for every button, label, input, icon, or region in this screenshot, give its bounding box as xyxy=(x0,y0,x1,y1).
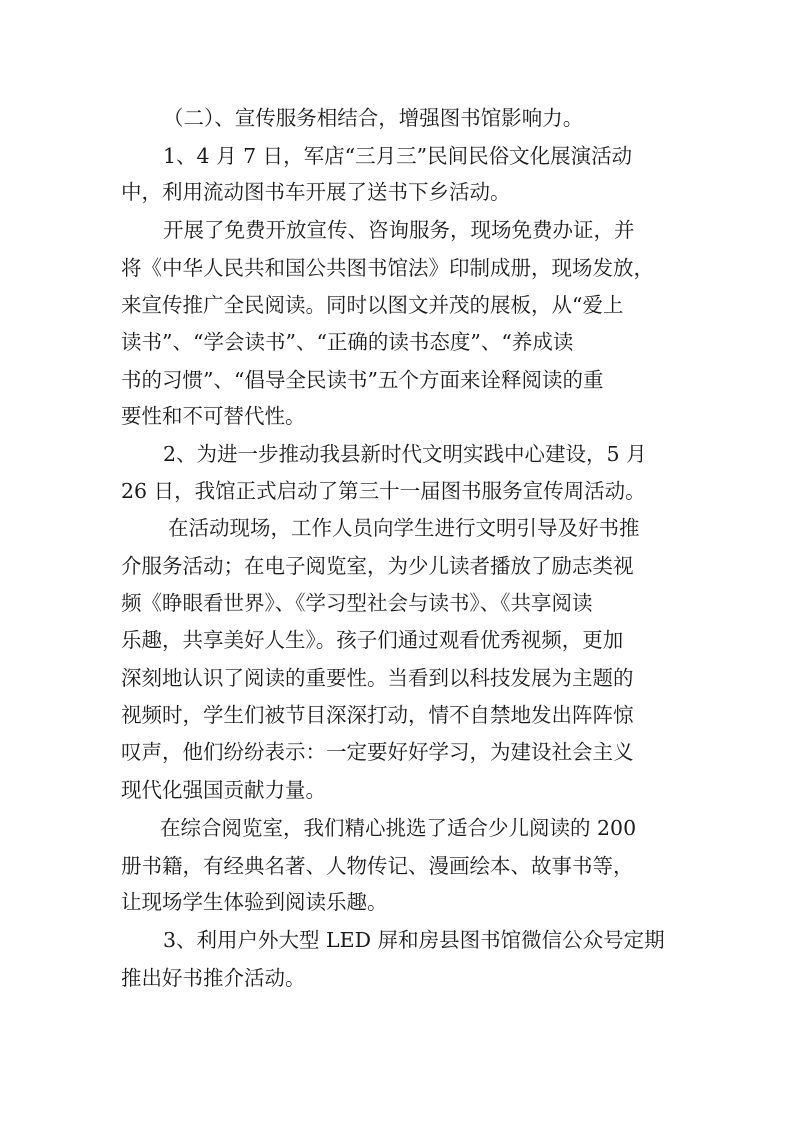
paragraph-line: 现代化强国贡献力量。 xyxy=(121,778,326,802)
paragraph-line: 3、利用户外大型 LED 屏和房县图书馆微信公众号定期 xyxy=(163,928,665,952)
paragraph-line: 册书籍，有经典名著、人物传记、漫画绘本、故事书等， xyxy=(121,854,634,878)
paragraph-line: 来宣传推广全民阅读。同时以图文并茂的展板，从“爱上 xyxy=(121,293,624,317)
paragraph-line: 乐趣，共享美好人生》。孩子们通过观看优秀视频，更加 xyxy=(121,628,624,652)
paragraph-line: 26 日，我馆正式启动了第三十一届图书服务宣传周活动。 xyxy=(121,479,646,503)
paragraph-line: 视频时，学生们被节目深深打动，情不自禁地发出阵阵惊 xyxy=(121,703,634,727)
paragraph-line: 要性和不可替代性。 xyxy=(121,404,306,428)
paragraph-line: 叹声，他们纷纷表示：一定要好好学习，为建设社会主义 xyxy=(121,740,634,764)
paragraph-line: 推出好书推介活动。 xyxy=(121,966,306,990)
paragraph-line: 让现场学生体验到阅读乐趣。 xyxy=(121,890,388,914)
paragraph-line: 将《中华人民共和国公共图书馆法》印制成册，现场发放， xyxy=(121,256,654,280)
section-heading: （二）、宣传服务相结合，增强图书馆影响力。 xyxy=(163,106,584,130)
paragraph-line: 在综合阅览室，我们精心挑选了适合少儿阅读的 200 xyxy=(160,816,637,840)
paragraph-line: 书的习惯”、“倡导全民读书”五个方面来诠释阅读的重 xyxy=(121,368,604,392)
paragraph-line: 频《睁眼看世界》、《学习型社会与读书》、《共享阅读 xyxy=(121,591,593,615)
paragraph-line: 读书”、“学会读书”、“正确的读书态度”、“养成读 xyxy=(121,330,574,354)
paragraph-line: 2、为进一步推动我县新时代文明实践中心建设，5 月 xyxy=(163,442,647,466)
paragraph-line: 介服务活动；在电子阅览室，为少儿读者播放了励志类视 xyxy=(121,554,634,578)
paragraph-line: 开展了免费开放宣传、咨询服务，现场免费办证，并 xyxy=(163,218,635,242)
paragraph-line: 1、4 月 7 日，军店“三月三”民间民俗文化展演活动 xyxy=(163,144,633,168)
paragraph-line: 在活动现场，工作人员向学生进行文明引导及好书推 xyxy=(168,516,640,540)
paragraph-line: 中，利用流动图书车开展了送书下乡活动。 xyxy=(121,180,511,204)
paragraph-line: 深刻地认识了阅读的重要性。当看到以科技发展为主题的 xyxy=(121,666,634,690)
